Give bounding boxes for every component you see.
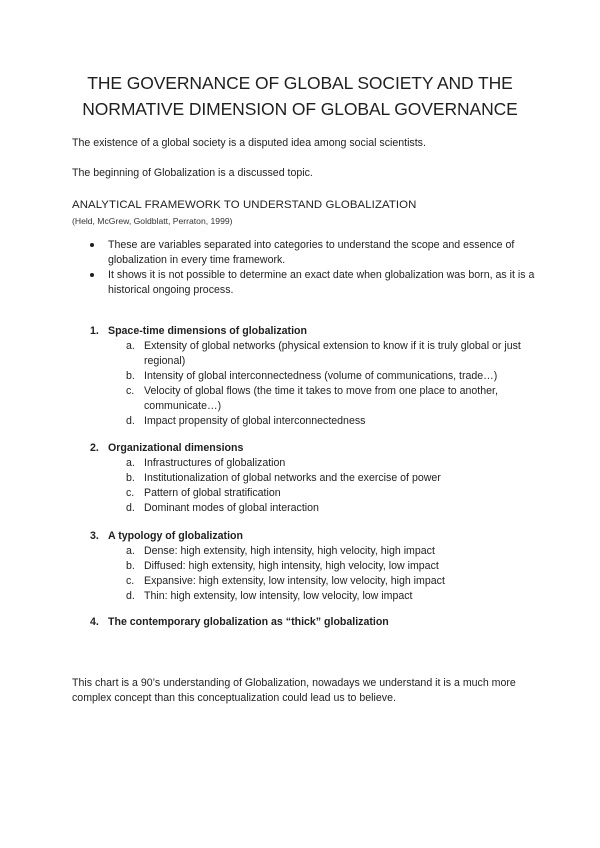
closing-paragraph: This chart is a 90’s understanding of Globalization, nowadays we understand it is a much more complex concept than this conceptualization could lead us to believe. (72, 677, 516, 704)
sub-list (72, 544, 540, 604)
sub-item-letter: a. (126, 545, 135, 557)
section-number: 4. (90, 616, 99, 628)
sub-item-text: Institutionalization of global networks and the exercise of power (144, 472, 441, 484)
sub-item-text: Diffused: high extensity, high intensity, high velocity, low impact (144, 560, 439, 572)
sub-item-text: Velocity of global flows (the time it takes to move from one place to another, communicate…) (144, 385, 498, 412)
sub-item-letter: a. (126, 340, 135, 352)
bullet-item (72, 268, 540, 297)
sub-item-letter: c. (126, 487, 135, 499)
sub-item-text: Infrastructures of globalization (144, 457, 286, 469)
sub-item-text: Expansive: high extensity, low intensity, low velocity, high impact (144, 575, 445, 587)
sub-item-text: Impact propensity of global interconnectedness (144, 415, 366, 427)
section-title-text: A typology of globalization (108, 530, 243, 542)
sub-item-text: Pattern of global stratification (144, 487, 281, 499)
sub-item (72, 339, 540, 369)
intro-paragraph-1: The existence of a global society is a disputed idea among social scientists. (72, 137, 426, 149)
sub-item (72, 574, 540, 589)
sub-item-text: Dominant modes of global interaction (144, 502, 319, 514)
sub-item-letter: c. (126, 385, 135, 397)
sub-item-letter: d. (126, 502, 135, 514)
document-title (40, 70, 560, 122)
section-2 (72, 441, 540, 516)
sub-item-text: Dense: high extensity, high intensity, high velocity, high impact (144, 545, 435, 557)
sub-item-letter: c. (126, 575, 135, 587)
title-line-1: THE GOVERNANCE OF GLOBAL SOCIETY AND THE (87, 73, 513, 93)
sub-item (72, 414, 540, 429)
sub-item (72, 544, 540, 559)
sub-item-text: Extensity of global networks (physical extension to know if it is truly global or just regional) (144, 340, 521, 367)
sub-list (72, 456, 540, 516)
section-title (72, 529, 540, 544)
section-number: 2. (90, 442, 99, 454)
title-line-2: NORMATIVE DIMENSION OF GLOBAL GOVERNANCE (82, 99, 518, 119)
sub-item-letter: b. (126, 472, 135, 484)
section-title-text: The contemporary globalization as “thick” globalization (108, 616, 389, 628)
sub-item-letter: d. (126, 590, 135, 602)
sub-item-letter: d. (126, 415, 135, 427)
sub-item-letter: a. (126, 457, 135, 469)
section-title (72, 324, 540, 339)
bullet-item (72, 238, 540, 267)
sub-item (72, 471, 540, 486)
sub-item (72, 384, 540, 414)
section-number: 1. (90, 325, 99, 337)
sub-item (72, 501, 540, 516)
sub-item-letter: b. (126, 370, 135, 382)
sub-item-letter: b. (126, 560, 135, 572)
intro-paragraph-2: The beginning of Globalization is a discussed topic. (72, 167, 313, 179)
section-title (72, 441, 540, 456)
bullet-text: These are variables separated into categories to understand the scope and essence of globalization in every time framework. (108, 239, 515, 266)
bullet-dot-icon (90, 243, 94, 247)
section-title-text: Space-time dimensions of globalization (108, 325, 307, 337)
section-number: 3. (90, 530, 99, 542)
sub-item-text: Intensity of global interconnectedness (volume of communications, trade…) (144, 370, 498, 382)
sub-item (72, 456, 540, 471)
section-4 (72, 615, 540, 630)
bullet-dot-icon (90, 273, 94, 277)
section-title (72, 615, 540, 630)
sub-item (72, 369, 540, 384)
sub-item-text: Thin: high extensity, low intensity, low velocity, low impact (144, 590, 413, 602)
bullet-list (72, 238, 540, 298)
section-1 (72, 324, 540, 429)
sub-item (72, 589, 540, 604)
sub-item (72, 486, 540, 501)
sub-item (72, 559, 540, 574)
sub-list (72, 339, 540, 429)
section-title-text: Organizational dimensions (108, 442, 244, 454)
section-heading: ANALYTICAL FRAMEWORK TO UNDERSTAND GLOBALIZATION (72, 199, 417, 211)
citation: (Held, McGrew, Goldblatt, Perraton, 1999) (72, 216, 233, 226)
section-3 (72, 529, 540, 604)
bullet-text: It shows it is not possible to determine an exact date when globalization was born, as it is a historical ongoing process. (108, 269, 535, 296)
